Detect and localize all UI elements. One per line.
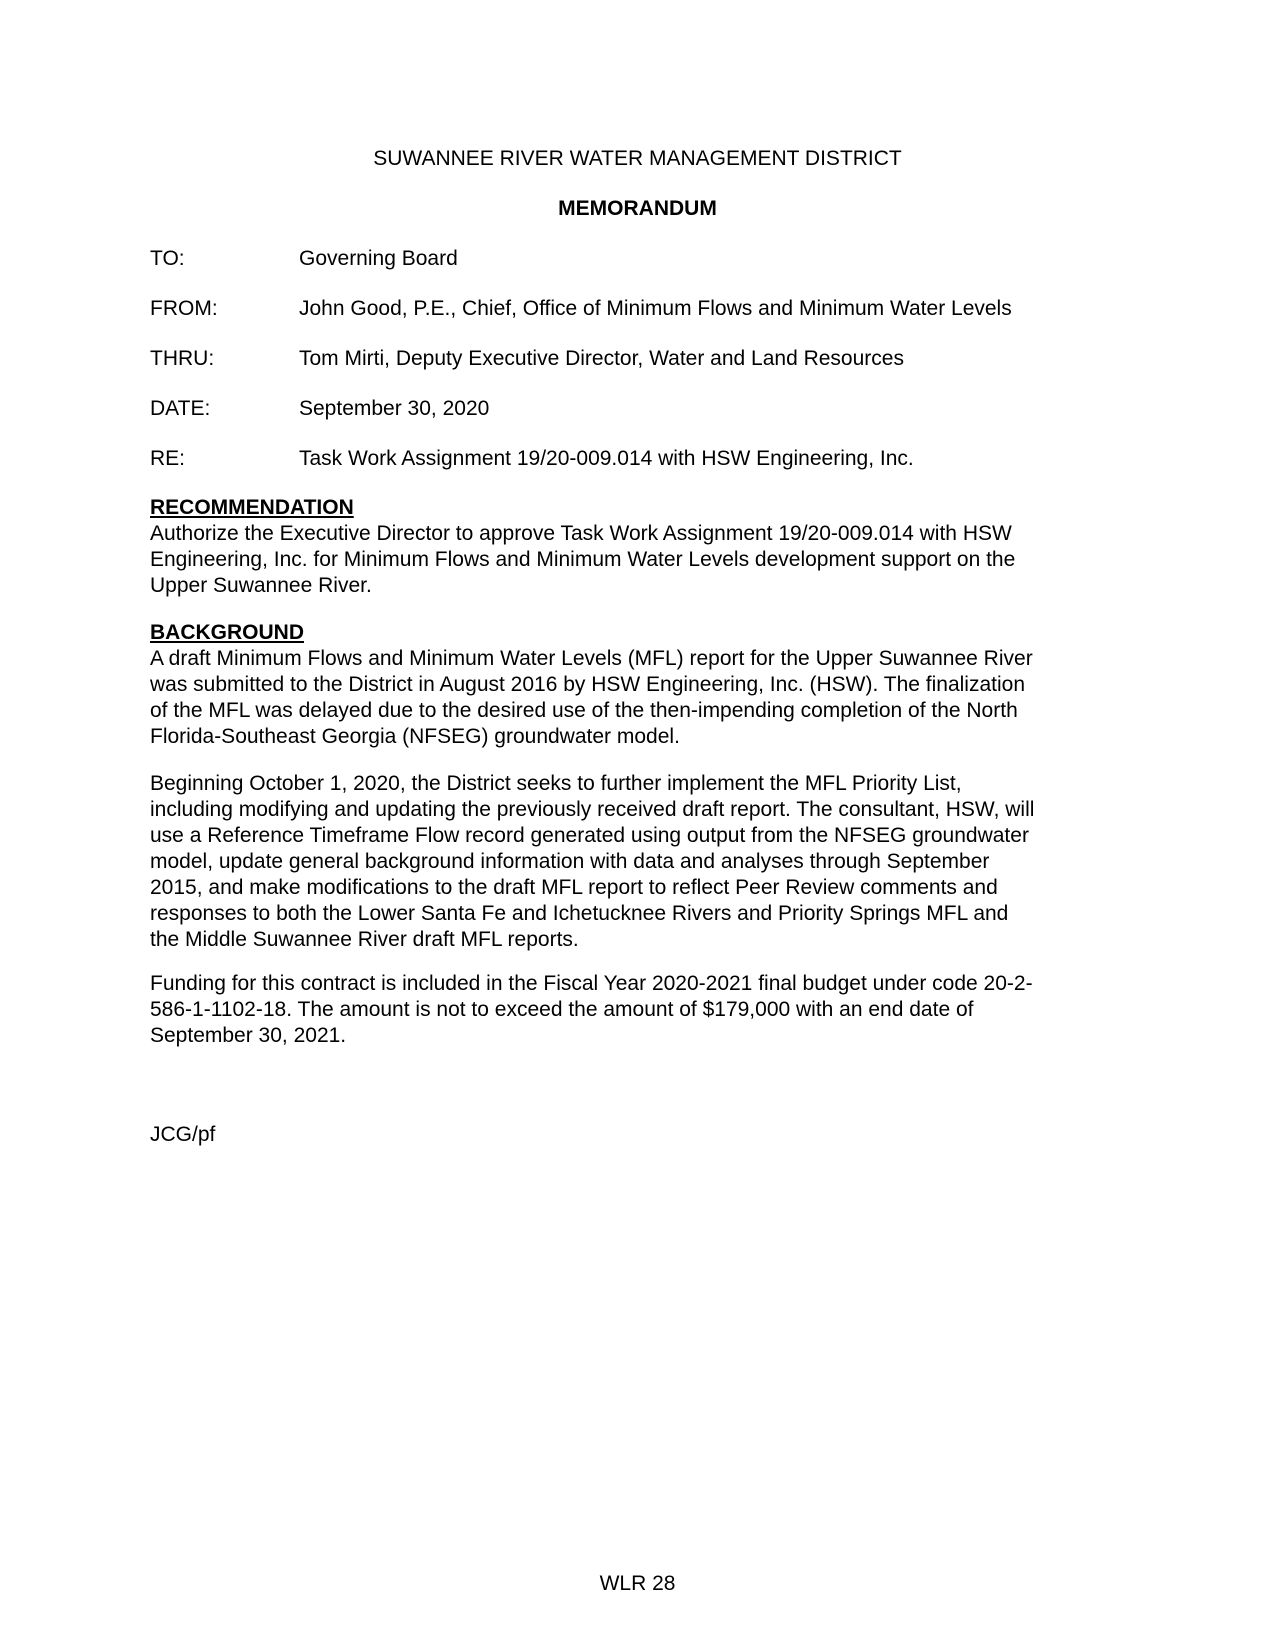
thru-value: Tom Mirti, Deputy Executive Director, Water and Land Resources: [299, 347, 904, 370]
from-value: John Good, P.E., Chief, Office of Minimum Flows and Minimum Water Levels: [299, 297, 1012, 320]
to-label: TO:: [150, 247, 185, 270]
recommendation-line: Engineering, Inc. for Minimum Flows and Minimum Water Levels development support on the: [150, 548, 1016, 571]
memo-title: MEMORANDUM: [558, 197, 717, 220]
background-line: A draft Minimum Flows and Minimum Water Levels (MFL) report for the Upper Suwannee River: [150, 647, 1033, 670]
background-line: use a Reference Timeframe Flow record generated using output from the NFSEG groundwater: [150, 824, 1029, 847]
background-line: Florida-Southeast Georgia (NFSEG) groundwater model.: [150, 725, 680, 748]
re-label: RE:: [150, 447, 186, 470]
funding-line: September 30, 2021.: [150, 1024, 347, 1047]
background-paragraph-2: [150, 771, 1140, 953]
background-line: 2015, and make modifications to the draft MFL report to reflect Peer Review comments and: [150, 876, 998, 899]
author-initials: JCG/pf: [150, 1123, 216, 1146]
organization-name: SUWANNEE RIVER WATER MANAGEMENT DISTRICT: [373, 147, 902, 170]
re-value: Task Work Assignment 19/20-009.014 with HSW Engineering, Inc.: [299, 447, 914, 470]
to-value: Governing Board: [299, 247, 458, 270]
page-number: WLR 28: [599, 1572, 676, 1595]
background-line: including modifying and updating the previously received draft report. The consultant, HSW, will: [150, 798, 1035, 821]
background-line: was submitted to the District in August 2016 by HSW Engineering, Inc. (HSW). The finalization: [150, 673, 1026, 696]
background-line: the Middle Suwannee River draft MFL reports.: [150, 928, 579, 951]
recommendation-section: [150, 495, 1140, 599]
background-line: of the MFL was delayed due to the desired use of the then-impending completion of the North: [150, 699, 1018, 722]
background-line: responses to both the Lower Santa Fe and Ichetucknee Rivers and Priority Springs MFL and: [150, 902, 1009, 925]
recommendation-line: Authorize the Executive Director to approve Task Work Assignment 19/20-009.014 with HSW: [150, 522, 1012, 545]
funding-paragraph: [150, 971, 1140, 1049]
from-label: FROM:: [150, 297, 218, 320]
funding-paragraph-text: [150, 971, 1140, 1049]
recommendation-text: [150, 521, 1140, 599]
background-line: Beginning October 1, 2020, the District seeks to further implement the MFL Priority List,: [150, 772, 962, 795]
background-paragraph-2-text: [150, 771, 1140, 953]
thru-label: THRU:: [150, 347, 215, 370]
background-section: [150, 620, 1140, 750]
background-line: model, update general background information with data and analyses through September: [150, 850, 990, 873]
recommendation-heading: RECOMMENDATION: [150, 496, 354, 519]
date-label: DATE:: [150, 397, 211, 420]
date-value: September 30, 2020: [299, 397, 490, 420]
funding-line: Funding for this contract is included in the Fiscal Year 2020-2021 final budget under code 20-2-: [150, 972, 1033, 995]
background-paragraph-1: [150, 646, 1140, 750]
funding-line: 586-1-1102-18. The amount is not to exceed the amount of $179,000 with an end date of: [150, 998, 974, 1021]
background-heading: BACKGROUND: [150, 621, 304, 644]
recommendation-line: Upper Suwannee River.: [150, 574, 372, 597]
